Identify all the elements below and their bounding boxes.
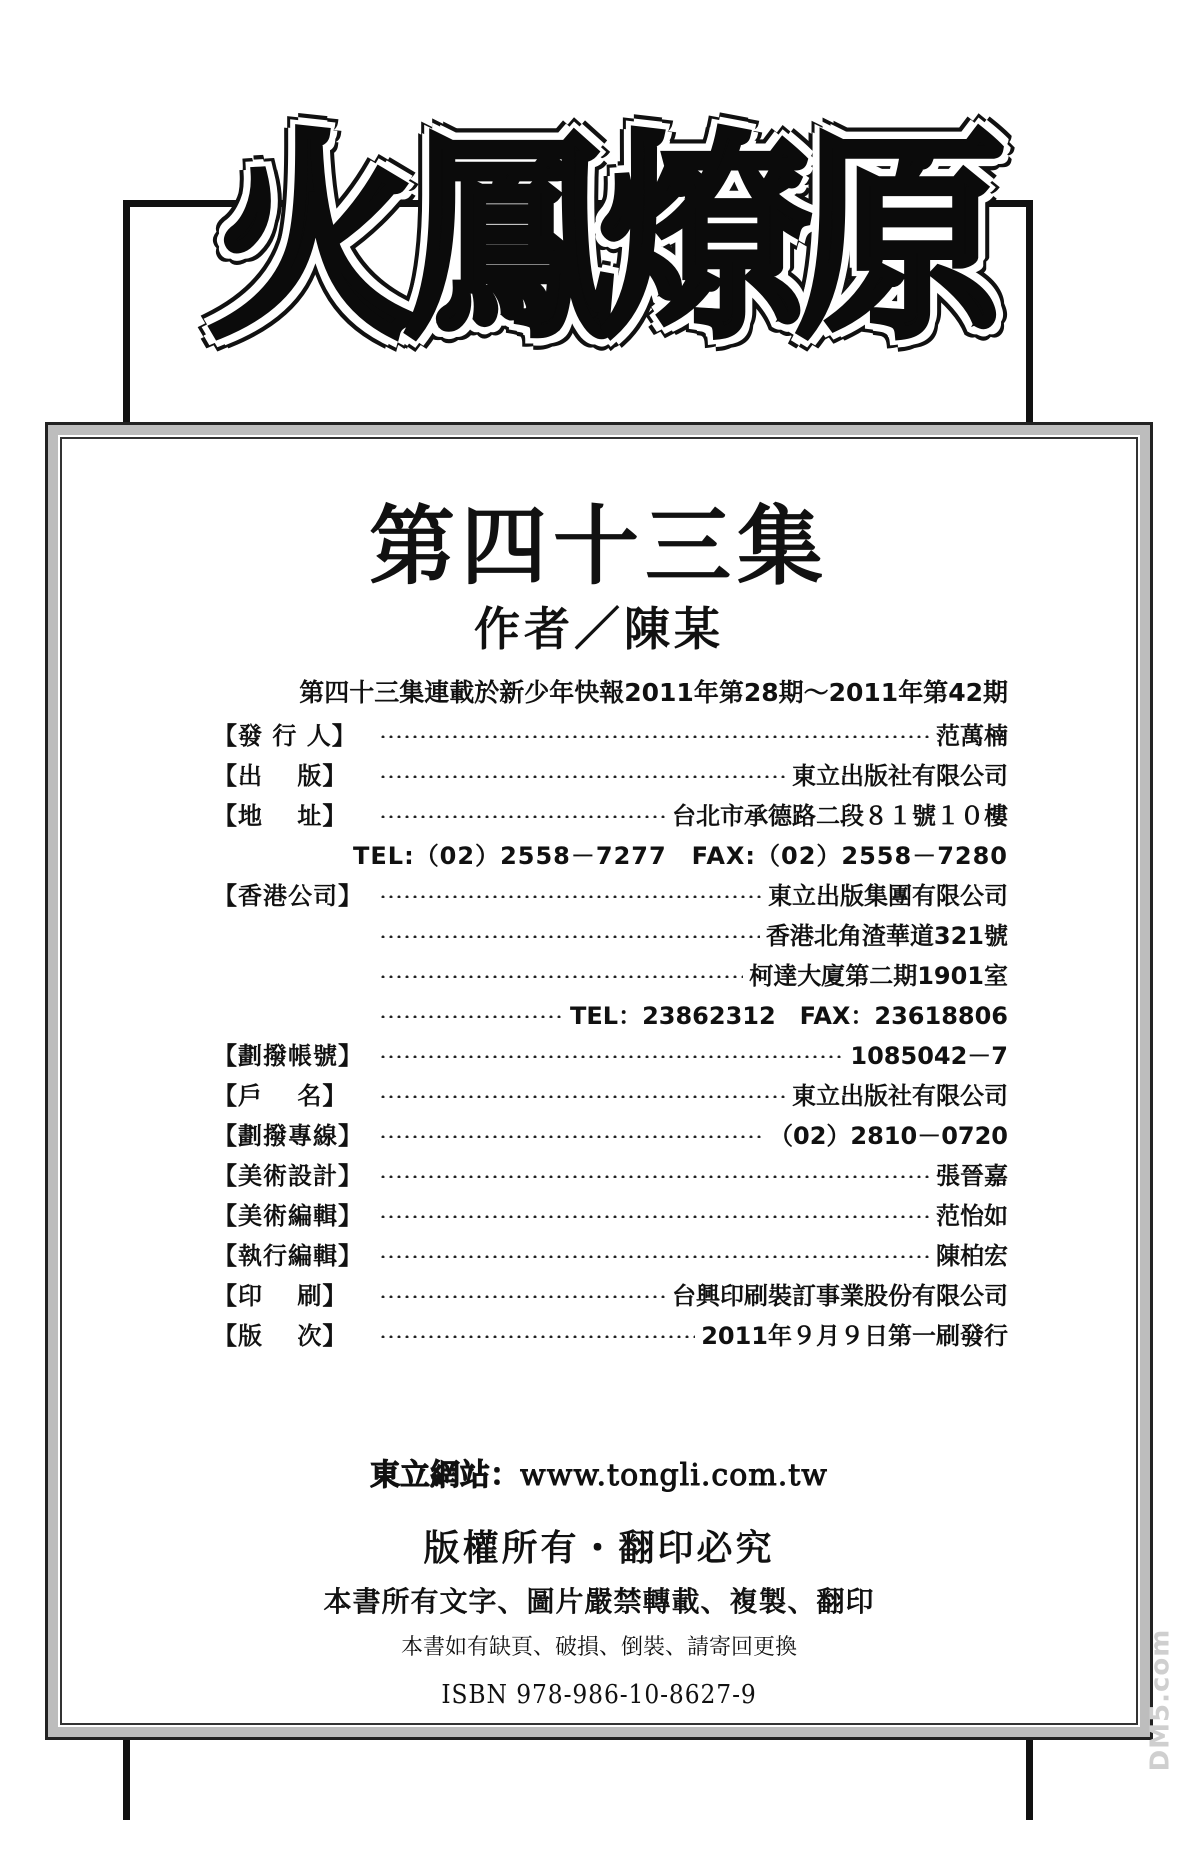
credit-label: 【印 刷】	[213, 1281, 348, 1310]
credit-row	[213, 913, 1008, 953]
website-url[interactable]: www.tongli.com.tw	[520, 1458, 828, 1493]
defect-notice: 本書如有缺頁、破損、倒裝、請寄回更換	[400, 1635, 797, 1660]
credit-label: 【戶 名】	[213, 1081, 348, 1110]
website-line	[48, 1450, 1150, 1494]
leader-dots	[379, 735, 930, 738]
credit-value: 東立出版社有限公司	[792, 1081, 1008, 1110]
credit-label: 【執行編輯】	[213, 1241, 363, 1270]
leader-dots	[379, 1015, 564, 1018]
credit-value: 陳柏宏	[936, 1241, 1008, 1270]
credit-label: 【地 址】	[213, 801, 348, 830]
title-text: 火鳳燎原	[207, 110, 992, 369]
credit-value: 東立出版社有限公司	[792, 761, 1008, 790]
leader-dots	[379, 1335, 695, 1338]
credit-row	[213, 1313, 1008, 1353]
leader-dots	[379, 775, 786, 778]
credit-row	[213, 713, 1008, 753]
credit-value: 范怡如	[936, 1201, 1008, 1230]
credit-value: 張晉嘉	[936, 1161, 1008, 1190]
credit-label: 【出 版】	[213, 761, 348, 790]
credit-label: 【美術編輯】	[213, 1201, 363, 1230]
credit-value: 柯達大廈第二期1901室	[749, 961, 1008, 990]
colophon-panel	[45, 422, 1153, 1740]
credit-row	[213, 1233, 1008, 1273]
credit-label: 【版 次】	[213, 1321, 348, 1350]
reproduction-notice: 本書所有文字、圖片嚴禁轉載、複製、翻印	[323, 1585, 875, 1618]
leader-dots	[379, 1175, 930, 1178]
credit-row	[213, 953, 1008, 993]
isbn: ISBN 978-986-10-8627-9	[441, 1680, 757, 1710]
manga-title	[150, 90, 1050, 390]
credit-label: 【劃撥專線】	[213, 1121, 363, 1150]
leader-dots	[379, 1215, 930, 1218]
leader-dots	[379, 815, 666, 818]
credit-value: 香港北角渣華道321號	[765, 921, 1008, 950]
serialization-note: 第四十三集連載於新少年快報2011年第28期～2011年第42期	[299, 678, 1008, 707]
website-label: 東立網站：	[370, 1458, 521, 1493]
tel-fax-line: TEL:（02）2558－7277 FAX:（02）2558－7280	[353, 841, 1008, 870]
leader-dots	[379, 975, 743, 978]
credit-value: 1085042－7	[850, 1041, 1008, 1070]
credit-value: 范萬楠	[936, 721, 1008, 750]
credit-row	[213, 1033, 1008, 1073]
author-line: 作者／陳某	[474, 602, 724, 656]
copyright-notice: 版權所有・翻印必究	[423, 1527, 775, 1569]
credit-value: 2011年９月９日第一刷發行	[701, 1321, 1008, 1350]
credit-value: （02）2810－0720	[769, 1121, 1008, 1150]
leader-dots	[379, 935, 760, 938]
site-watermark	[1138, 1630, 1182, 1770]
credit-row	[213, 1113, 1008, 1153]
credit-value: TEL：23862312 FAX：23618806	[570, 1001, 1008, 1030]
leader-dots	[379, 895, 762, 898]
credit-row	[213, 793, 1008, 833]
credit-row	[213, 873, 1008, 913]
leader-dots	[379, 1255, 930, 1258]
credit-label: 【香港公司】	[213, 881, 363, 910]
credit-row	[213, 993, 1008, 1033]
credit-label: 【劃撥帳號】	[213, 1041, 363, 1070]
credit-value: 東立出版集團有限公司	[768, 881, 1008, 910]
credit-label: 【發 行 人】	[213, 721, 357, 750]
credit-row	[213, 1073, 1008, 1113]
leader-dots	[379, 1055, 844, 1058]
credit-row	[213, 1193, 1008, 1233]
volume-number: 第四十三集	[369, 496, 829, 597]
leader-dots	[379, 1135, 763, 1138]
credit-value: 台興印刷裝訂事業股份有限公司	[672, 1281, 1008, 1310]
credit-row	[213, 1273, 1008, 1313]
watermark-text: DM5.com	[1145, 1628, 1176, 1772]
credit-value: 台北市承德路二段８１號１０樓	[672, 801, 1008, 830]
leader-dots	[379, 1295, 666, 1298]
credits-list	[213, 713, 1008, 1353]
leader-dots	[379, 1095, 786, 1098]
credit-row	[213, 753, 1008, 793]
credit-label: 【美術設計】	[213, 1161, 363, 1190]
credit-row	[213, 1153, 1008, 1193]
